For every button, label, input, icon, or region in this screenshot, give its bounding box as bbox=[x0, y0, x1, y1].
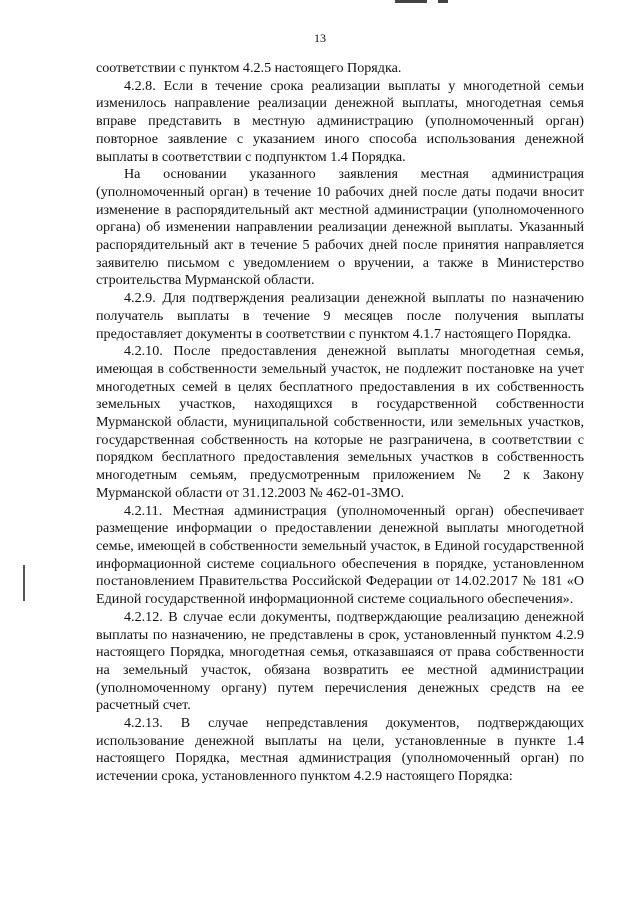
paragraph-4-2-9: 4.2.9. Для подтверждения реализации денежной выплаты по назначению получатель выплаты в течение 9 месяцев после получения выплаты предоставляет документы в соответствии с пунктом 4.1.7 настоящего Порядка. bbox=[96, 290, 584, 342]
scan-artifact-margin-line bbox=[23, 565, 25, 601]
paragraph-4-2-8: 4.2.8. Если в течение срока реализации выплаты у многодетной семьи изменилось направление реализации денежной выплаты, многодетная семья вправе представить в местную администрацию (уполномоченный орган) повторное заявление с указанием иного способа использования денежной выплаты в соответствии с подпунктом 1.4 Порядка. bbox=[96, 77, 584, 165]
paragraph-continuation: соответствии с пунктом 4.2.5 настоящего Порядка. bbox=[96, 60, 402, 76]
scan-artifact-mark bbox=[438, 0, 448, 3]
paragraph-4-2-8-continued: На основании указанного заявления местная администрация (уполномоченный орган) в течение 10 рабочих дней после даты подачи вносит изменение в распорядительный акт местной администрации (уполномоченного органа) об изменении направлении реализации денежной выплаты. Указанный распорядительный акт в течение 5 рабочих дней после принятия направляется заявителю письмом с уведомлением о вручении, а также в Министерство строительства Мурманской области. bbox=[96, 166, 584, 289]
paragraph-4-2-12: 4.2.12. В случае если документы, подтверждающие реализацию денежной выплаты по назначению, не представлены в срок, установленный пунктом 4.2.9 настоящего Порядка, многодетная семья, отказавшаяся от права собственности на земельный участок, обязана возвратить ее местной администрации (уполномоченному органу) путем перечисления денежных средств на ее расчетный счет. bbox=[96, 608, 584, 714]
paragraph-4-2-10: 4.2.10. После предоставления денежной выплаты многодетная семья, имеющая в собственности земельный участок, не подлежит постановке на учет многодетных семей в целях бесплатного предоставления в их собственность земельных участков, находящихся в государственной собственности Мурманской области, муниципальной собственности, или земельных участков, государственная собственность на которые не разграничена, в соответствии с порядком бесплатного предоставления земельных участков в собственность многодетным семьям, предусмотренным приложением № 2 к Закону Мурманской области от 31.12.2003 № 462-01-ЗМО. bbox=[96, 343, 584, 501]
paragraph-4-2-13: 4.2.13. В случае непредставления документов, подтверждающих использование денежной выплаты на цели, установленные в пункте 1.4 настоящего Порядка, местная администрация (уполномоченный орган) по истечении срока, установленного пунктом 4.2.9 настоящего Порядка: bbox=[96, 715, 584, 785]
scan-artifact-mark bbox=[395, 0, 427, 3]
document-body bbox=[96, 60, 584, 786]
paragraph-4-2-11: 4.2.11. Местная администрация (уполномоченный орган) обеспечивает размещение информации о предоставлении денежной выплаты многодетной семье, имеющей в собственности земельный участок, в Единой государственной информационной системе социального обеспечения в порядке, установленном постановлением Правительства Российской Федерации от 14.02.2017 № 181 «О Единой государственной информационной системе социального обеспечения». bbox=[96, 502, 584, 608]
page-number: 13 bbox=[314, 31, 326, 45]
